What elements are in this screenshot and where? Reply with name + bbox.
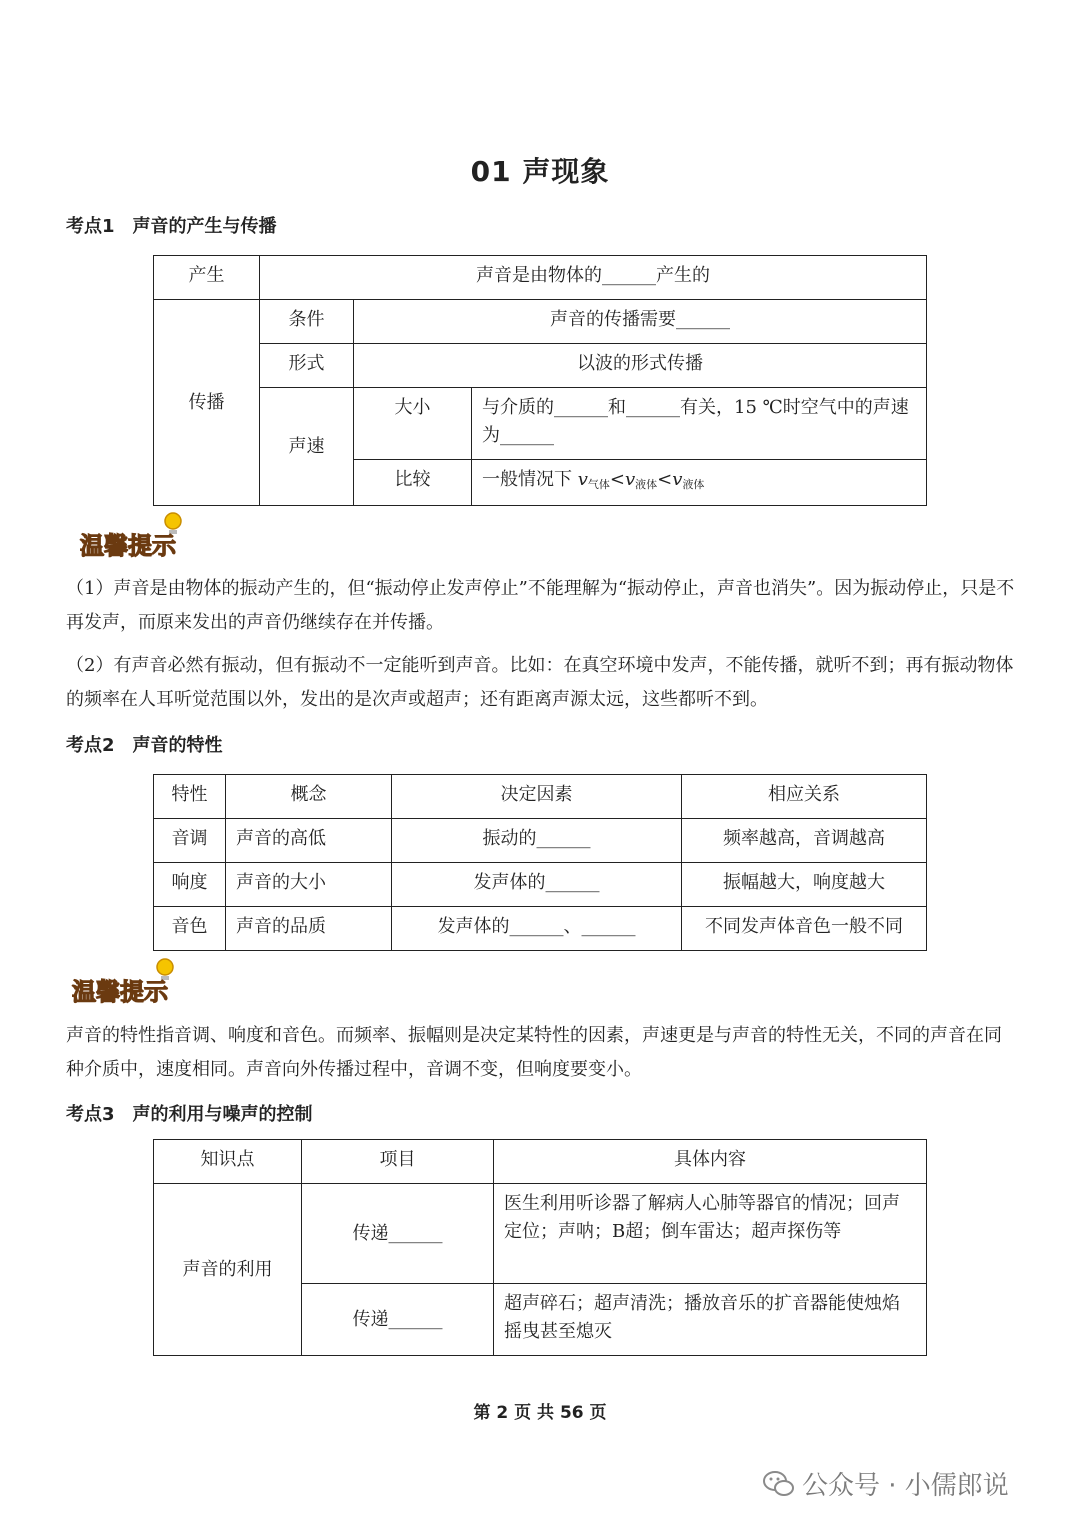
cell-form-label: 形式 <box>260 344 354 388</box>
cell: 音调 <box>154 819 226 863</box>
header-cell: 相应关系 <box>682 775 927 819</box>
cell-produce-text: 声音是由物体的______产生的 <box>260 256 927 300</box>
lightbulb-icon <box>76 510 206 566</box>
tip1-paragraph-2: （2）有声音必然有振动，但有振动不一定能听到声音。比如：在真空环境中发声，不能传播，就听不到；再有振动物体的频率在人耳听觉范围以外，发出的是次声或超声；还有距离声源太远，这些都听不到。 <box>66 655 1014 710</box>
lightbulb-icon <box>68 956 198 1012</box>
cell-speed-label: 声速 <box>260 388 354 506</box>
page-title: 01 声现象 <box>470 155 610 188</box>
section-number: 考点2 <box>66 735 115 756</box>
header-cell: 项目 <box>302 1140 494 1184</box>
table-sound-use <box>153 1139 927 1356</box>
tip1-paragraph-1: （1）声音是由物体的振动产生的，但“振动停止发声停止”不能理解为“振动停止，声音也消失”。因为振动停止，只是不再发声，而原来发出的声音仍继续存在并传播。 <box>66 578 1015 633</box>
header-cell: 具体内容 <box>494 1140 927 1184</box>
cell: 频率越高，音调越高 <box>682 819 927 863</box>
section-heading-2 <box>66 731 223 757</box>
cell: 超声碎石；超声清洗；播放音乐的扩音器能使烛焰摇曳甚至熄灭 <box>494 1284 927 1356</box>
cell: 声音的高低 <box>226 819 392 863</box>
page-footer: 第 2 页 共 56 页 <box>473 1403 607 1423</box>
cell: 发声体的______ <box>392 863 682 907</box>
section-name: 声的利用与噪声的控制 <box>132 1104 313 1125</box>
tip-badge-1 <box>76 510 196 560</box>
cell: 传递______ <box>302 1184 494 1284</box>
cell: 不同发声体音色一般不同 <box>682 907 927 951</box>
cell-compare-text: 一般情况下 $v_{气体}<v_{液体}<v_{液体}$ <box>472 460 927 506</box>
header-cell: 特性 <box>154 775 226 819</box>
cell: 音色 <box>154 907 226 951</box>
cell-size-text: 与介质的______和______有关，15 ℃时空气中的声速为______ <box>472 388 927 460</box>
tip-label: 温馨提示 <box>80 532 176 560</box>
tip2-paragraph: 声音的特性指音调、响度和音色。而频率、振幅则是决定某特性的因素，声速更是与声音的特性无关，不同的声音在同种介质中，速度相同。声音向外传播过程中，音调不变，但响度要变小。 <box>66 1025 1002 1080</box>
watermark <box>762 1465 1009 1502</box>
wechat-icon <box>762 1469 796 1499</box>
cell: 传递______ <box>302 1284 494 1356</box>
tip-label: 温馨提示 <box>72 978 168 1006</box>
table-row <box>154 819 927 863</box>
cell-compare-label: 比较 <box>354 460 472 506</box>
cell-group-label: 声音的利用 <box>154 1184 302 1356</box>
cell: 声音的品质 <box>226 907 392 951</box>
header-cell: 决定因素 <box>392 775 682 819</box>
tip-badge-2 <box>68 956 188 1006</box>
cell-produce-label: 产生 <box>154 256 260 300</box>
table-sound-characteristics <box>153 774 927 951</box>
cell: 发声体的______、______ <box>392 907 682 951</box>
cell-cond-label: 条件 <box>260 300 354 344</box>
section-number: 考点1 <box>66 216 115 237</box>
section-number: 考点3 <box>66 1104 115 1125</box>
watermark-text: 公众号 · 小儒郎说 <box>802 1471 1009 1501</box>
cell: 响度 <box>154 863 226 907</box>
section-heading-3 <box>66 1100 313 1126</box>
header-cell: 概念 <box>226 775 392 819</box>
table-row <box>154 1184 927 1284</box>
table-row <box>154 863 927 907</box>
cell-form-text: 以波的形式传播 <box>354 344 927 388</box>
section-heading-1 <box>66 212 277 238</box>
cell: 振幅越大，响度越大 <box>682 863 927 907</box>
cell: 振动的______ <box>392 819 682 863</box>
cell-propagate-label: 传播 <box>154 300 260 506</box>
table-sound-production <box>153 255 927 506</box>
header-cell: 知识点 <box>154 1140 302 1184</box>
cell: 医生利用听诊器了解病人心肺等器官的情况；回声定位；声呐；B超；倒车雷达；超声探伤等 <box>494 1184 927 1284</box>
cell-cond-text: 声音的传播需要______ <box>354 300 927 344</box>
cell-size-label: 大小 <box>354 388 472 460</box>
table-row <box>154 907 927 951</box>
section-name: 声音的产生与传播 <box>132 216 277 237</box>
section-name: 声音的特性 <box>132 735 223 756</box>
cell: 声音的大小 <box>226 863 392 907</box>
